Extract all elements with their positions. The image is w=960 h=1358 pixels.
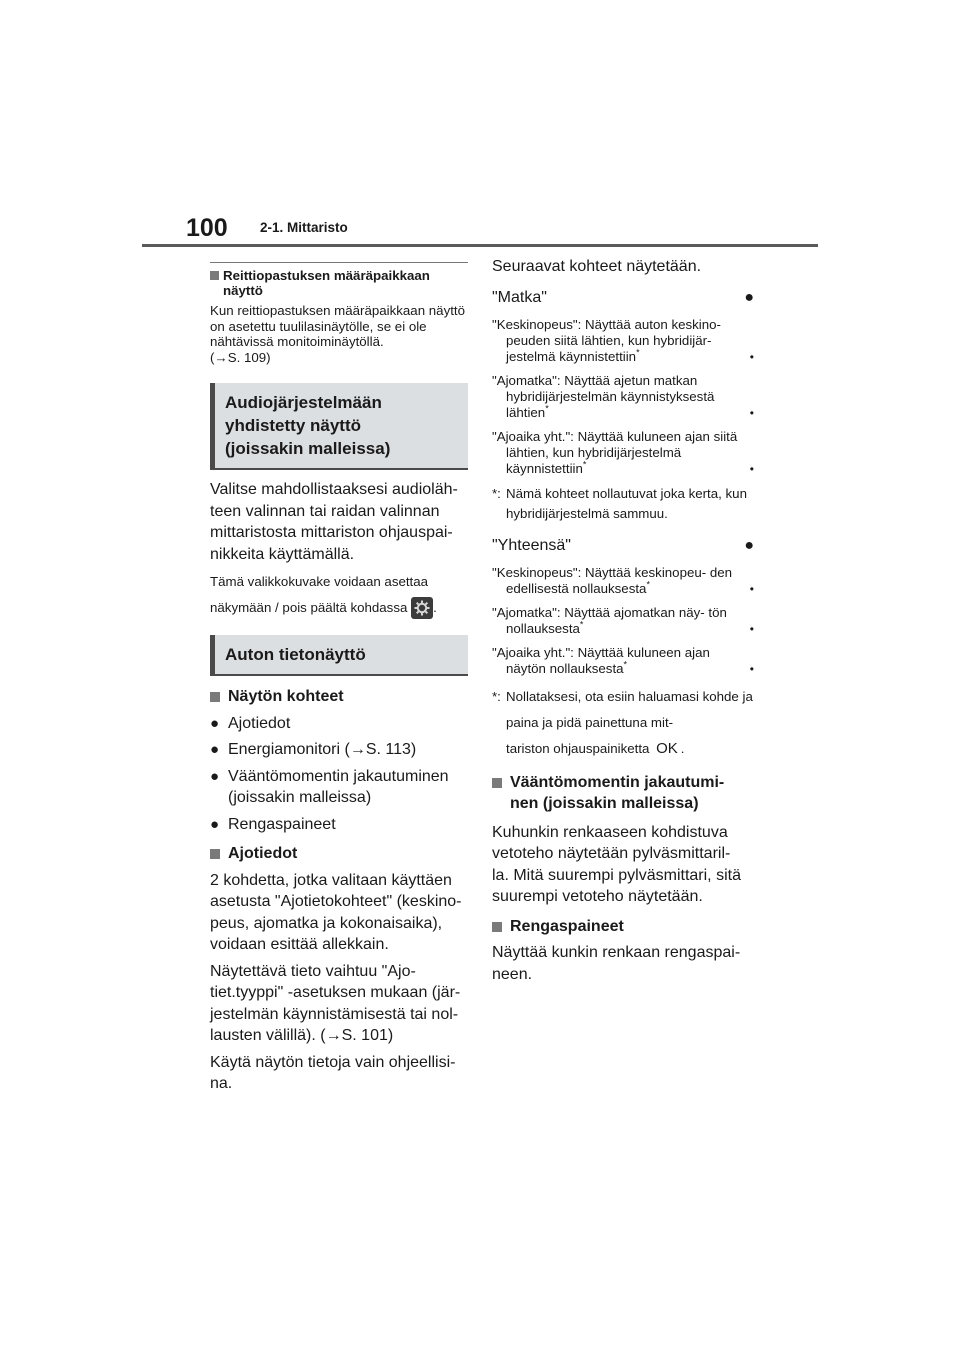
ok-button-icon: OK — [656, 739, 678, 757]
matka-label: "Matka" — [492, 288, 547, 306]
reittio-body — [210, 303, 468, 365]
list-item-text[interactable]: Energiamonitori (→S. 113) — [228, 741, 417, 758]
vaanto-heading — [492, 772, 732, 815]
audio-note-line-2 — [210, 595, 468, 621]
yhteensa-item-text: "Ajoaika yht.": Näyttää kuluneen ajan näytön nollauksesta — [492, 644, 710, 676]
footnote-mark: *: — [492, 688, 501, 704]
matka-item — [492, 429, 754, 477]
square-bullet-icon — [210, 849, 220, 859]
reittio-heading — [210, 268, 468, 298]
reittio-ref-link[interactable]: (→S. 109) — [210, 349, 271, 365]
list-item — [210, 814, 468, 836]
ajotiedot-heading-text: Ajotiedot — [228, 845, 298, 862]
ajotiedot-p3: Käytä näytön tietoja vain ohjeellisi- na. — [210, 1053, 456, 1092]
right-column — [492, 256, 754, 985]
audio-note-line-1: Tämä valikkokuvake voidaan asettaa — [210, 574, 429, 589]
audio-note — [210, 569, 468, 621]
yhteensa-footnote — [492, 684, 754, 762]
yhteensa-footnote-end: . — [680, 740, 685, 756]
small-dot-icon: • — [749, 405, 754, 420]
left-column — [210, 262, 468, 1095]
yhteensa-item — [492, 605, 754, 637]
footnote-mark: * — [545, 403, 549, 414]
yhteensa-item-text: "Ajomatka": Näyttää ajomatkan näy- tön nollauksesta — [492, 604, 727, 636]
settings-gear-icon — [411, 597, 433, 619]
yhteensa-footnote-text-2: tariston ohjauspainiketta — [506, 740, 650, 756]
bullet-dot-icon: ● — [210, 815, 220, 833]
naytonk-heading — [210, 686, 468, 708]
auton-section-title — [210, 635, 468, 676]
list-item — [210, 739, 468, 761]
yhteensa-item-text: "Keskinopeus": Näyttää keskinopeu- den edellisestä nollauksesta — [492, 564, 733, 596]
square-bullet-icon — [492, 778, 502, 788]
list-item — [210, 713, 468, 735]
matka-item-text: "Keskinopeus": Näyttää auton keskino- peuden siitä lähtien, kun hybridijär- jestelmä käynnistettiin — [492, 316, 721, 364]
list-item-text: Rengaspaineet — [228, 815, 336, 833]
chapter-title: 2-1. Mittaristo — [260, 220, 348, 235]
small-dot-icon: • — [749, 621, 754, 636]
full-dot-icon: ● — [744, 536, 754, 554]
matka-footnote — [492, 484, 754, 524]
intro-text: Seuraavat kohteet näytetään. — [492, 258, 702, 275]
audio-section-title — [210, 383, 468, 470]
bullet-dot-icon: ● — [210, 714, 220, 732]
matka-footnote-text: Nämä kohteet nollautuvat joka kerta, kun hybridijärjestelmä sammuu. — [506, 485, 747, 521]
small-dot-icon: • — [749, 661, 754, 676]
auton-title-text: Auton tietonäyttö — [225, 645, 366, 664]
rengas-body: Näyttää kunkin renkaan rengaspai- neen. — [492, 944, 741, 983]
small-dot-icon: • — [749, 461, 754, 476]
header-rule — [142, 244, 818, 247]
small-dot-icon: • — [749, 349, 754, 364]
reittio-body-text: Kun reittiopastuksen määräpaikkaan näyttö on asetettu tuulilasinäytölle, se ei ole nähtävissä monitoiminäytöllä. — [210, 303, 466, 349]
bullet-dot-icon: ● — [210, 767, 220, 785]
list-item-text: Ajotiedot — [228, 714, 291, 732]
yhteensa-item — [492, 565, 754, 597]
audio-note-text: näkymään / pois päältä kohdassa — [210, 600, 408, 615]
footnote-mark: * — [579, 619, 584, 630]
audio-body: Valitse mahdollistaaksesi audioläh- teen valinnan tai raidan valinnan mittaristosta mittariston ohjauspai- nikkeita käyttämällä. — [210, 481, 458, 563]
ajotiedot-p1: 2 kohdetta, jotka valitaan käyttäen asetusta "Ajotietokohteet" (keskino- peus, ajomatka ja kokonaisaika), voidaan esittää allekkain. — [210, 871, 462, 953]
footnote-mark: * — [646, 579, 650, 590]
naytonk-list — [210, 713, 468, 836]
yhteensa-footnote-text: Nollataksesi, ota esiin haluamasi kohde ja paina ja pidä painettuna mit- — [506, 688, 753, 730]
vaanto-heading-text: Vääntömomentin jakautumi- nen (joissakin malleissa) — [510, 773, 725, 812]
yhteensa-item — [492, 645, 754, 677]
list-item — [210, 766, 468, 809]
matka-item — [492, 317, 754, 365]
matka-item — [492, 373, 754, 421]
page-number: 100 — [186, 214, 228, 242]
audio-note-end: . — [433, 600, 437, 615]
footnote-mark: * — [623, 659, 628, 670]
full-dot-icon: ● — [744, 288, 754, 306]
matka-item-text: "Ajoaika yht.": Näyttää kuluneen ajan siitä lähtien, kun hybridijärjestelmä käynnistettiin — [492, 428, 738, 476]
matka-heading — [492, 287, 754, 308]
reittio-heading-text: Reittiopastuksen määräpaikkaan näyttö — [223, 268, 430, 298]
naytonk-heading-text: Näytön kohteet — [228, 688, 344, 705]
audio-title-line-1: Audiojärjestelmään — [225, 393, 382, 412]
square-bullet-icon — [210, 271, 219, 280]
yhteensa-heading — [492, 535, 754, 556]
square-bullet-icon — [210, 692, 220, 702]
square-bullet-icon — [492, 922, 502, 932]
ajotiedot-p2: Näytettävä tieto vaihtuu "Ajo- tiet.tyyppi" -asetuksen mukaan (jär- jestelmän käynnistämisestä tai nol- lausten välillä). (→S. 101) — [210, 962, 461, 1044]
footnote-mark: *: — [492, 485, 501, 501]
yhteensa-label: "Yhteensä" — [492, 536, 571, 554]
rengas-heading-text: Rengaspaineet — [510, 917, 624, 935]
ajotiedot-heading — [210, 843, 468, 865]
list-item-text: Vääntömomentin jakautuminen (joissakin malleissa) — [228, 767, 449, 806]
audio-title-line-2: yhdistetty näyttö — [225, 416, 362, 435]
vaanto-body: Kuhunkin renkaaseen kohdistuva vetoteho näytetään pylväsmittaril- la. Mitä suurempi pylväsmittari, sitä suurempi vetoteho näytetään. — [492, 823, 741, 905]
small-dot-icon: • — [749, 581, 754, 596]
audio-title-line-3: (joissakin malleissa) — [225, 439, 391, 458]
footnote-mark: * — [582, 459, 587, 470]
footnote-mark: * — [636, 347, 640, 358]
reittio-section — [210, 262, 468, 365]
matka-item-text: "Ajomatka": Näyttää ajetun matkan hybridijärjestelmän käynnistyksestä lähtien — [492, 372, 715, 420]
rengas-heading — [492, 916, 754, 938]
bullet-dot-icon: ● — [210, 741, 220, 758]
